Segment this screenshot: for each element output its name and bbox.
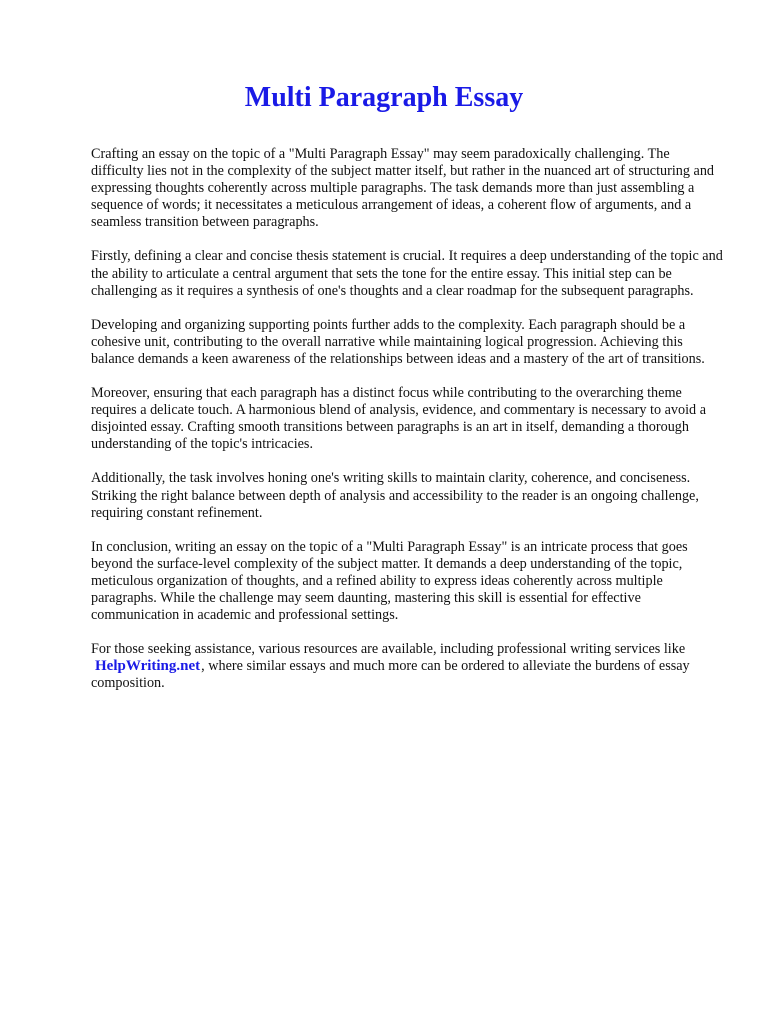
paragraph-6: In conclusion, writing an essay on the topic of a "Multi Paragraph Essay" is an intricate process that goes beyond the surface-level complexity of the subject matter. It demands a deep understanding of the topic, meticulous organization of thoughts, and a refined ability to express ideas coherently across multiple paragraphs. While the challenge may seem daunting, mastering this skill is essential for effective communication in academic and professional settings. [91, 538, 688, 624]
paragraph-7 [91, 641, 725, 692]
paragraph-1: Crafting an essay on the topic of a "Multi Paragraph Essay" may seem paradoxically challenging. The difficulty lies not in the complexity of the subject matter itself, but rather in the nuanced art of structuring and expressing thoughts coherently across multiple paragraphs. The task demands more than just assembling a sequence of words; it necessitates a meticulous arrangement of ideas, a coherent flow of arguments, and a seamless transition between paragraphs. [91, 146, 715, 231]
essay-body [91, 146, 725, 709]
paragraph-4: Moreover, ensuring that each paragraph has a distinct focus while contributing to the overarching theme requires a delicate touch. A harmonious blend of analysis, evidence, and commentary is necessary to avoid a disjointed essay. Crafting smooth transitions between paragraphs is an art in itself, demanding a thorough understanding of the topic's intricacies. [91, 385, 706, 453]
helpwriting-link[interactable]: HelpWriting.net [95, 658, 201, 675]
paragraph-5: Additionally, the task involves honing one's writing skills to maintain clarity, coherence, and conciseness. Striking the right balance between depth of analysis and accessibility to the reader is an ongoing challenge, requiring constant refinement. [91, 470, 699, 521]
paragraph-2: Firstly, defining a clear and concise thesis statement is crucial. It requires a deep understanding of the topic and the ability to articulate a central argument that sets the tone for the entire essay. This initial step can be challenging as it requires a synthesis of one's thoughts and a clear roadmap for the subsequent paragraphs. [91, 248, 723, 299]
paragraph-7-after-link: , where similar essays and much more can be ordered to alleviate the burdens of essay composition. [91, 658, 690, 692]
paragraph-7-before-link: For those seeking assistance, various resources are available, including professional writing services like [91, 641, 686, 658]
paragraph-3: Developing and organizing supporting points further adds to the complexity. Each paragraph should be a cohesive unit, contributing to the overall narrative while maintaining logical progression. Achieving this balance demands a keen awareness of the relationships between ideas and a mastery of the art of transitions. [91, 316, 705, 367]
page-title: Multi Paragraph Essay [244, 82, 524, 113]
